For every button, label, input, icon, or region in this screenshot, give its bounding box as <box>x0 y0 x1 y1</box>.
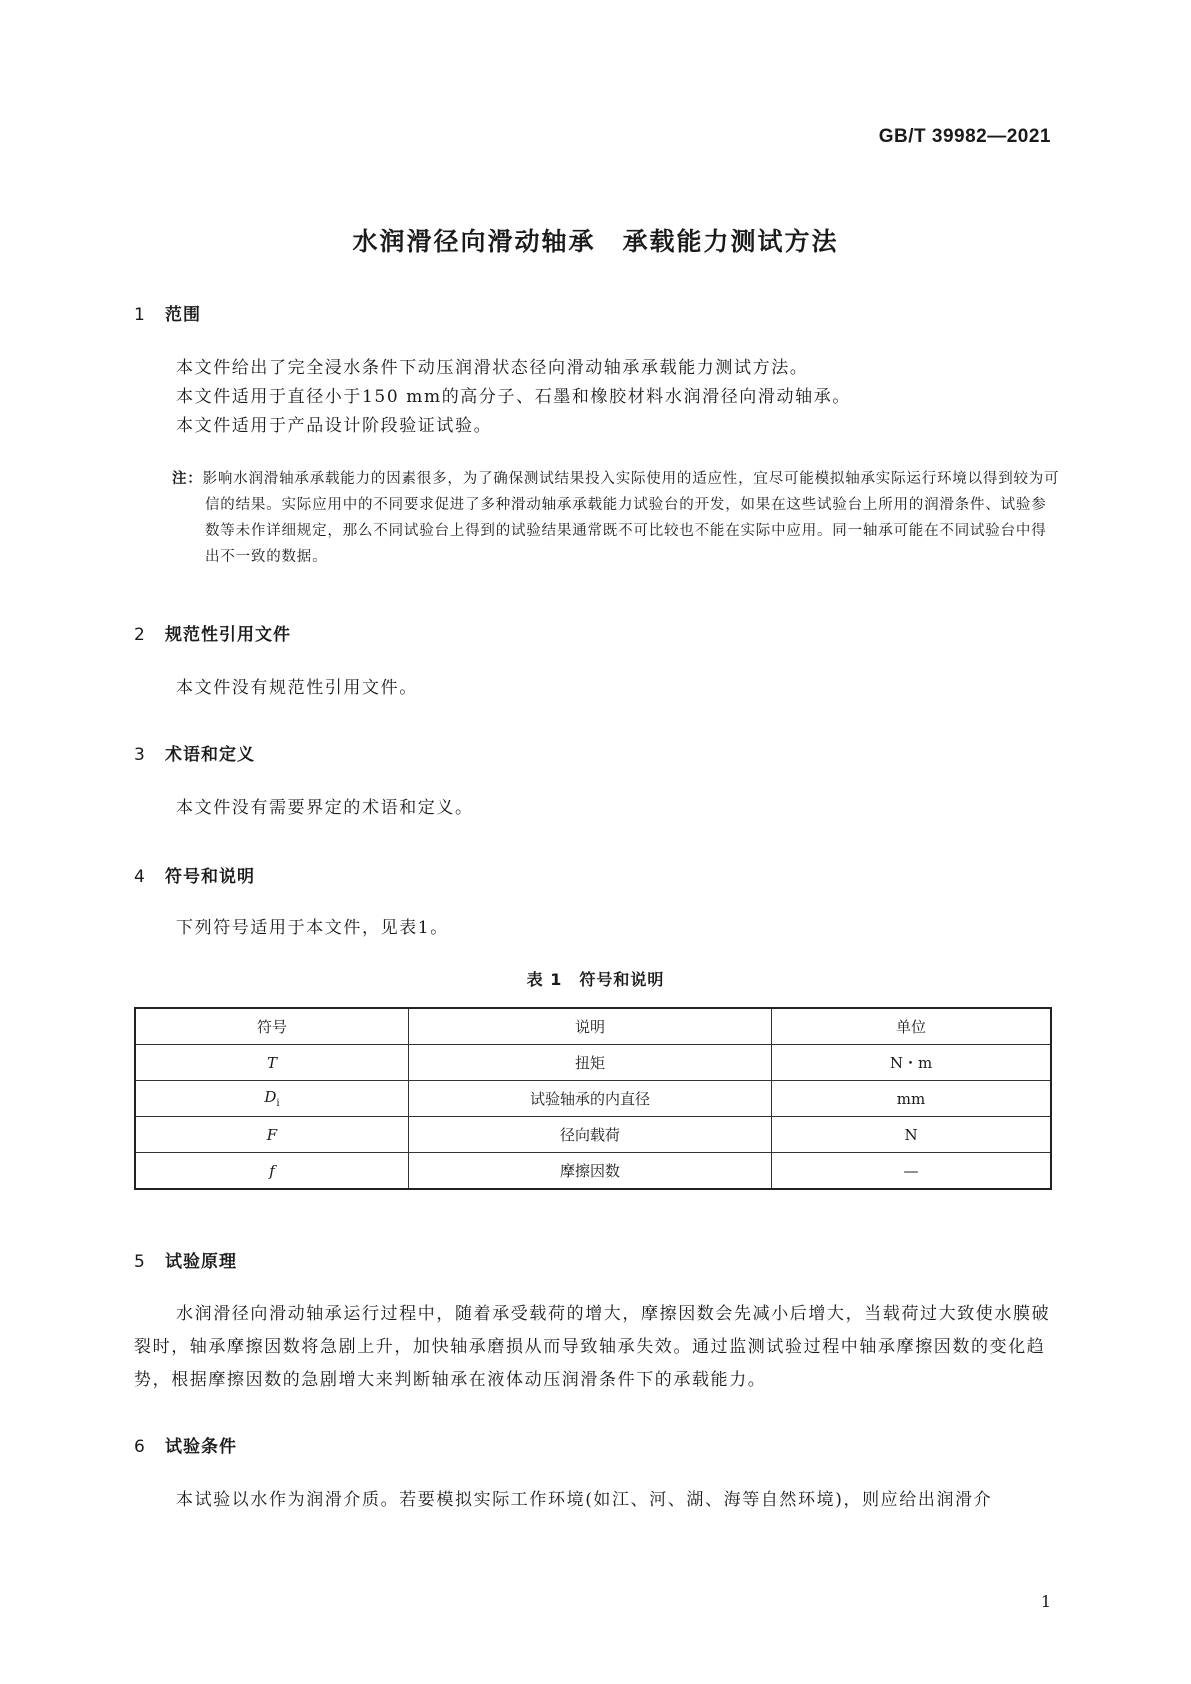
section-title: 规范性引用文件 <box>165 625 291 645</box>
symbol-cell <box>135 1081 409 1117</box>
table-header-row <box>135 1008 1051 1045</box>
description-cell: 径向载荷 <box>409 1117 772 1153</box>
unit-cell: — <box>772 1153 1052 1190</box>
section-1-para-3: 本文件适用于产品设计阶段验证试验。 <box>176 416 493 436</box>
document-title: 水润滑径向滑动轴承 承载能力测试方法 <box>352 227 839 256</box>
description-cell: 试验轴承的内直径 <box>409 1081 772 1117</box>
section-1-note <box>172 466 1061 570</box>
symbol: D <box>264 1088 277 1106</box>
section-4-para-1: 下列符号适用于本文件，见表1。 <box>176 918 449 938</box>
symbol-cell <box>135 1117 409 1153</box>
table-header-cell: 符号 <box>135 1008 409 1045</box>
unit-cell: N・m <box>772 1045 1052 1081</box>
section-1-para-1: 本文件给出了完全浸水条件下动压润滑状态径向滑动轴承承载能力测试方法。 <box>176 358 809 378</box>
table-header-cell: 单位 <box>772 1008 1052 1045</box>
section-5-para-1: 水润滑径向滑动轴承运行过程中，随着承受载荷的增大，摩擦因数会先减小后增大，当载荷过大致使水膜破裂时，轴承摩擦因数将急剧上升，加快轴承磨损从而导致轴承失效。通过监测试验过程中轴承摩擦因数的变化趋势，根据摩擦因数的急剧增大来判断轴承在液体动压润滑条件下的承载能力。 <box>134 1304 1051 1390</box>
section-title: 符号和说明 <box>165 867 255 887</box>
symbol: T <box>266 1053 277 1072</box>
section-number: 4 <box>134 867 146 887</box>
section-2-heading <box>134 620 291 645</box>
section-5-heading <box>134 1247 237 1272</box>
table-row <box>135 1081 1051 1117</box>
section-number: 5 <box>134 1252 146 1272</box>
description-cell: 摩擦因数 <box>409 1153 772 1190</box>
section-title: 试验原理 <box>165 1252 237 1272</box>
standard-number: GB/T 39982—2021 <box>878 126 1051 147</box>
table-row <box>135 1153 1051 1190</box>
section-number: 2 <box>134 625 146 645</box>
description-cell: 扭矩 <box>409 1045 772 1081</box>
page-number: 1 <box>1040 1592 1051 1611</box>
section-number: 1 <box>134 305 146 325</box>
section-1-heading <box>134 300 201 325</box>
section-number: 6 <box>134 1437 146 1457</box>
symbol-subscript: i <box>276 1098 280 1109</box>
symbol: f <box>269 1161 275 1180</box>
section-title: 范围 <box>165 305 201 325</box>
symbol-cell <box>135 1045 409 1081</box>
section-3-heading <box>134 740 255 765</box>
table-caption: 表 1 符号和说明 <box>526 970 665 989</box>
table-row <box>135 1045 1051 1081</box>
table-row <box>135 1117 1051 1153</box>
symbol-cell <box>135 1153 409 1190</box>
note-label: 注： <box>172 471 203 487</box>
section-3-para-1: 本文件没有需要界定的术语和定义。 <box>176 798 474 818</box>
section-title: 术语和定义 <box>165 745 255 765</box>
unit-cell: N <box>772 1117 1052 1153</box>
section-6-heading <box>134 1432 237 1457</box>
section-number: 3 <box>134 745 146 765</box>
symbols-table <box>134 1007 1052 1190</box>
section-1-para-2: 本文件适用于直径小于150 mm的高分子、石墨和橡胶材料水润滑径向滑动轴承。 <box>176 387 851 407</box>
unit-cell: mm <box>772 1081 1052 1117</box>
note-text: 影响水润滑轴承承载能力的因素很多，为了确保测试结果投入实际使用的适应性，宜尽可能模拟轴承实际运行环境以得到较为可信的结果。实际应用中的不同要求促进了多种滑动轴承承载能力试验台的开发，如果在这些试验台上所用的润滑条件、试验参数等未作详细规定，那么不同试验台上得到的试验结果通常既不可比较也不能在实际中应用。同一轴承可能在不同试验台中得出不一致的数据。 <box>202 471 1060 565</box>
section-2-para-1: 本文件没有规范性引用文件。 <box>176 678 418 698</box>
section-6-para-1: 本试验以水作为润滑介质。若要模拟实际工作环境(如江、河、湖、海等自然环境)，则应给出润滑介 <box>176 1490 993 1510</box>
table-header-cell: 说明 <box>409 1008 772 1045</box>
section-title: 试验条件 <box>165 1437 237 1457</box>
symbol: F <box>266 1125 278 1144</box>
section-4-heading <box>134 862 255 887</box>
